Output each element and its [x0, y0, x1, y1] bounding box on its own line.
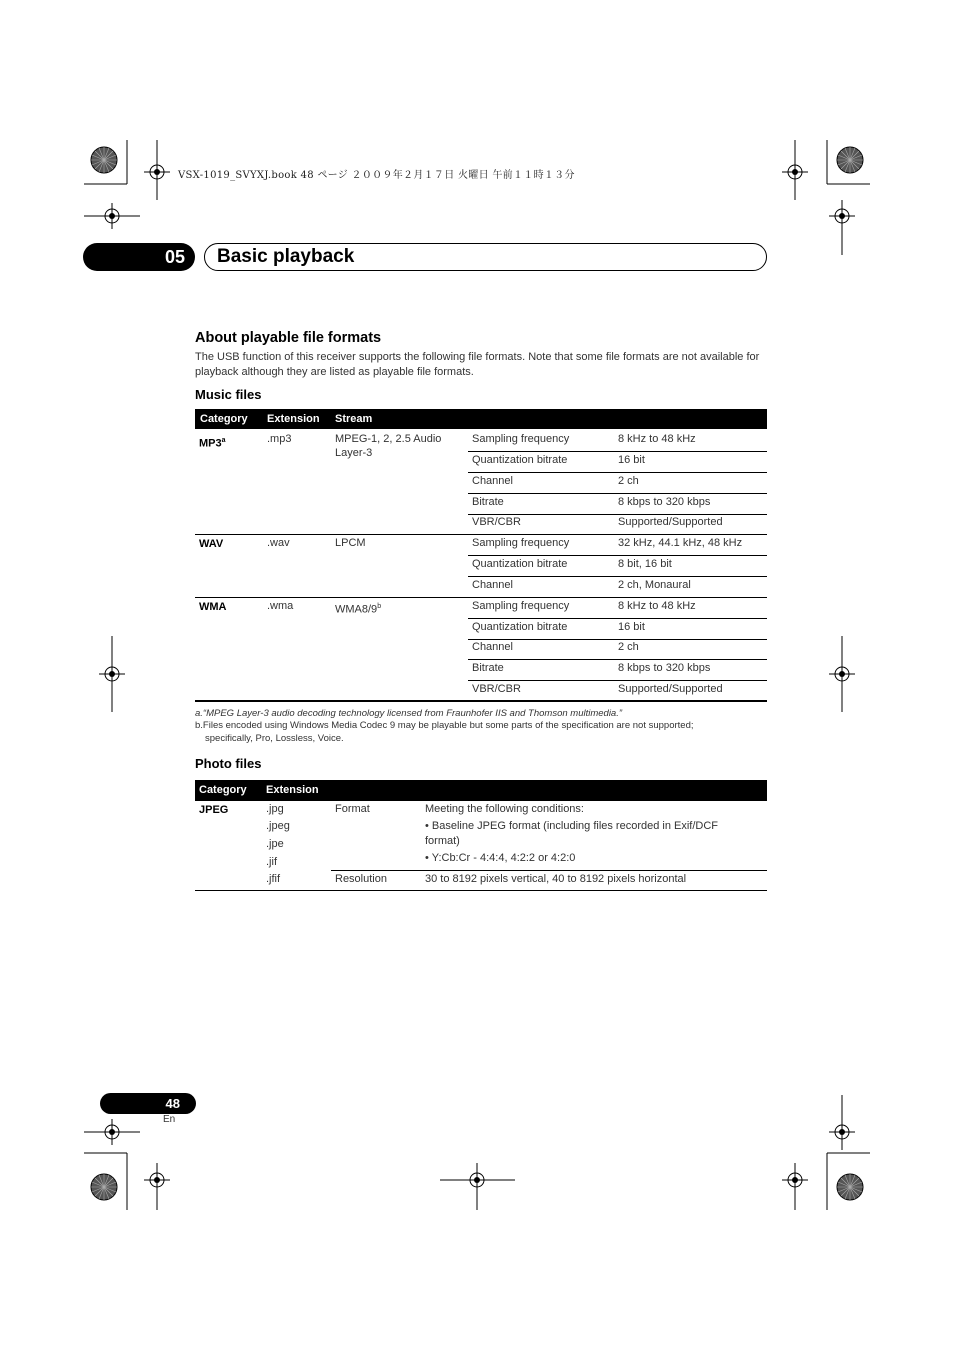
format-category: WMA — [199, 601, 227, 613]
table-bottom-rule — [195, 700, 767, 702]
spec-name: Sampling frequency — [472, 600, 570, 612]
photo-format-condition: • Y:Cb:Cr - 4:4:4, 4:2:2 or 4:2:0 — [425, 852, 576, 864]
table-bottom-rule — [195, 890, 767, 891]
page-language: En — [163, 1114, 176, 1125]
spec-name: Bitrate — [472, 496, 504, 508]
footnote-b: b.Files encoded using Windows Media Codec 9 may be playable but some parts of the specification are not supported; — [195, 720, 694, 731]
starburst-mark — [91, 1174, 117, 1200]
footnote-ref: a — [221, 437, 226, 444]
row-divider — [468, 659, 767, 660]
photo-resolution-value: 30 to 8192 pixels vertical, 40 to 8192 pixels horizontal — [425, 873, 687, 885]
format-divider — [195, 597, 767, 598]
spec-name: Sampling frequency — [472, 537, 570, 549]
spec-name: Bitrate — [472, 662, 504, 674]
format-extension: .wma — [267, 600, 294, 612]
spec-value: Supported/Supported — [618, 683, 723, 695]
format-stream: WMA8/9$^b$ — [335, 603, 382, 616]
print-header: VSX-1019_SVYXJ.book 48 ページ ２００９年２月１７日 火曜日 午前１１時１３分 — [178, 170, 575, 181]
photo-table-header — [195, 780, 767, 801]
format-stream: LPCM — [335, 537, 366, 549]
spec-name: Channel — [472, 579, 513, 591]
format-stream: MPEG-1, 2, 2.5 Audio — [335, 433, 442, 445]
spec-value: 8 bit, 16 bit — [618, 558, 672, 570]
spec-value: 16 bit — [618, 454, 645, 466]
spec-name: Quantization bitrate — [472, 454, 568, 466]
photo-format-condition: • Baseline JPEG format (including files recorded in Exif/DCF — [425, 820, 719, 832]
row-divider — [468, 451, 767, 452]
photo-extension: .jif — [266, 856, 277, 868]
music-table-header — [195, 409, 767, 429]
starburst-mark — [91, 147, 117, 173]
photo-format-condition: format) — [425, 835, 460, 847]
spec-value: Supported/Supported — [618, 516, 723, 528]
row-divider — [468, 555, 767, 556]
row-divider — [468, 576, 767, 577]
row-divider — [468, 680, 767, 681]
photo-extension: .jpeg — [266, 820, 290, 832]
spec-value: 8 kbps to 320 kbps — [618, 662, 711, 674]
format-category: MP3$^a$ — [199, 437, 226, 450]
spec-name: VBR/CBR — [472, 516, 521, 528]
row-divider — [468, 618, 767, 619]
photo-category: JPEG — [199, 804, 229, 816]
spec-name: Quantization bitrate — [472, 558, 568, 570]
footnote-b-continued: specifically, Pro, Lossless, Voice. — [205, 733, 344, 744]
starburst-mark — [837, 1174, 863, 1200]
section-title: About playable file formats — [195, 330, 382, 346]
spec-name: Sampling frequency — [472, 433, 570, 445]
spec-value: 2 ch, Monaural — [618, 579, 691, 591]
photo-resolution-label: Resolution — [335, 873, 387, 885]
spec-value: 32 kHz, 44.1 kHz, 48 kHz — [618, 537, 743, 549]
format-extension: .wav — [267, 537, 290, 549]
row-divider — [468, 493, 767, 494]
photo-format-label: Format — [335, 803, 370, 815]
format-stream: Layer-3 — [335, 447, 373, 459]
footnote-ref: b — [377, 603, 382, 610]
photo-extension: .jpe — [266, 838, 284, 850]
spec-value: 2 ch — [618, 475, 639, 487]
header-stream: Stream — [335, 413, 373, 425]
header-extension: Extension — [266, 784, 319, 796]
chapter-number: 05 — [83, 243, 195, 271]
header-category: Category — [199, 784, 247, 796]
starburst-mark — [837, 147, 863, 173]
spec-value: 8 kHz to 48 kHz — [618, 600, 696, 612]
row-divider — [468, 472, 767, 473]
photo-format-condition: Meeting the following conditions: — [425, 803, 584, 815]
photo-extension: .jfif — [266, 873, 281, 885]
spec-name: Channel — [472, 641, 513, 653]
format-category: WAV — [199, 538, 224, 550]
chapter-header — [204, 243, 767, 271]
section-intro: The USB function of this receiver supports the following file formats. Note that some file formats are not available for playback although they are listed as playable file formats. — [195, 351, 760, 378]
header-category: Category — [200, 413, 248, 425]
music-files-heading: Music files — [195, 387, 262, 402]
spec-name: Channel — [472, 475, 513, 487]
photo-files-heading: Photo files — [195, 756, 262, 771]
photo-extension: .jpg — [266, 803, 284, 815]
spec-value: 8 kHz to 48 kHz — [618, 433, 696, 445]
spec-name: Quantization bitrate — [472, 621, 568, 633]
format-extension: .mp3 — [267, 433, 292, 445]
format-divider — [195, 534, 767, 535]
chapter-title: Basic playback — [217, 246, 355, 267]
footnote-a: a.“MPEG Layer-3 audio decoding technology licensed from Fraunhofer IIS and Thomson multimedia.” — [195, 708, 623, 719]
row-divider — [331, 870, 767, 871]
page-number: 48 — [100, 1093, 196, 1114]
spec-value: 16 bit — [618, 621, 645, 633]
spec-name: VBR/CBR — [472, 683, 521, 695]
spec-value: 8 kbps to 320 kbps — [618, 496, 711, 508]
header-extension: Extension — [267, 413, 320, 425]
spec-value: 2 ch — [618, 641, 639, 653]
